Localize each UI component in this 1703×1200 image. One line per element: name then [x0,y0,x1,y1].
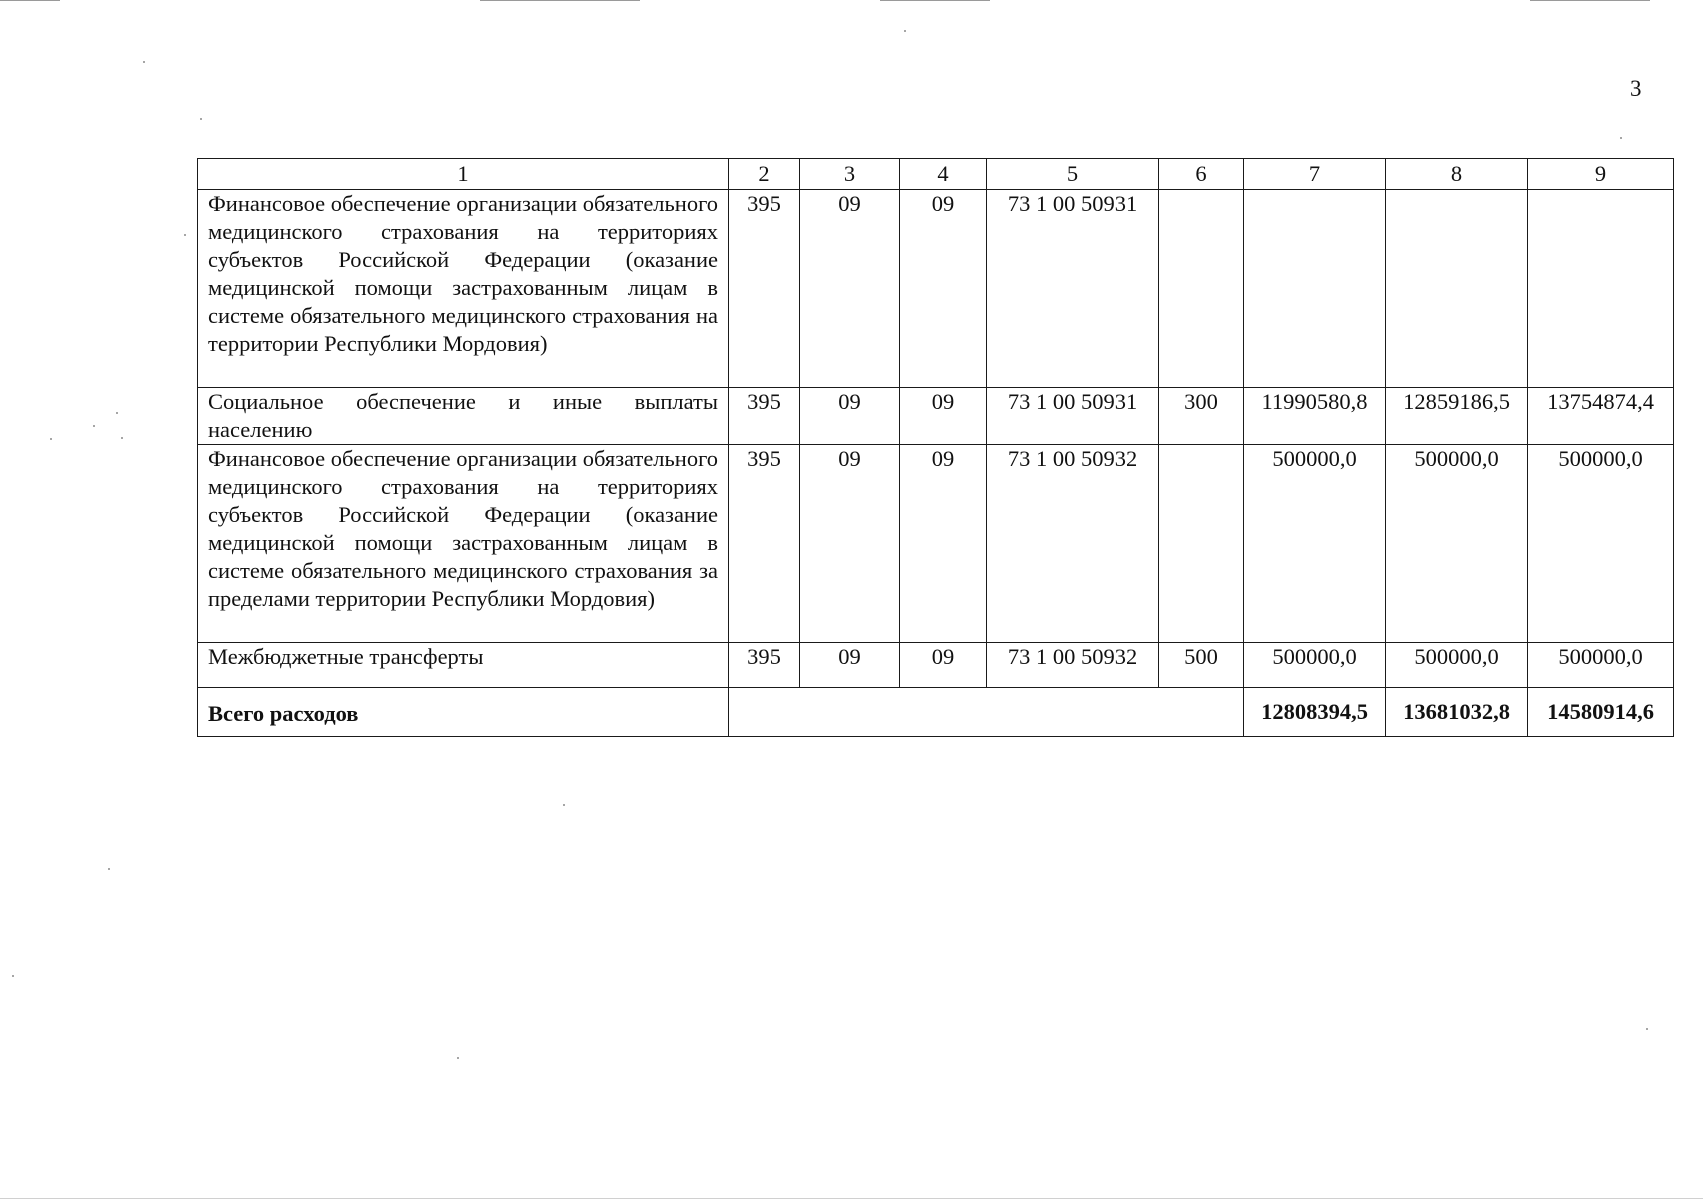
row-section-code: 09 [800,190,900,388]
row-description: Финансовое обеспечение организации обязательного медицинского страхования на территориях субъектов Российской Федерации (оказание медицинской помощи застрахованным лицам в системе обязательного медицинского страхования за пределами территории Республики Мордовия) [198,445,729,643]
scan-artifact-top-left [0,0,60,1]
row-expense-type [1159,445,1244,643]
header-cell-8: 8 [1386,159,1528,190]
budget-expenditure-table [197,158,1674,737]
table-row [198,388,1674,445]
row-description: Финансовое обеспечение организации обязательного медицинского страхования на территориях субъектов Российской Федерации (оказание медицинской помощи застрахованным лицам в системе обязательного медицинского страхования на территории Республики Мордовия) [198,190,729,388]
row-subsection-code: 09 [900,388,987,445]
total-label: Всего расходов [198,688,729,737]
scan-speck [1646,1028,1648,1030]
header-cell-7: 7 [1244,159,1386,190]
row-ministry-code: 395 [729,445,800,643]
scan-speck [116,412,118,414]
total-row [198,688,1674,737]
header-cell-6: 6 [1159,159,1244,190]
row-subsection-code: 09 [900,643,987,688]
row-target-article: 73 1 00 50931 [987,388,1159,445]
header-cell-2: 2 [729,159,800,190]
row-subsection-code: 09 [900,190,987,388]
scan-speck [143,61,145,63]
header-cell-4: 4 [900,159,987,190]
row-section-code: 09 [800,643,900,688]
row-amount-col8: 12859186,5 [1386,388,1528,445]
header-cell-3: 3 [800,159,900,190]
row-amount-col9: 13754874,4 [1528,388,1674,445]
scan-artifact-top-mid [480,0,640,1]
row-subsection-code: 09 [900,445,987,643]
header-cell-9: 9 [1528,159,1674,190]
row-amount-col7: 500000,0 [1244,643,1386,688]
row-expense-type: 500 [1159,643,1244,688]
page-number: 3 [1630,76,1642,101]
scan-speck [184,234,186,236]
column-number-header [198,159,1674,190]
row-target-article: 73 1 00 50932 [987,445,1159,643]
scan-speck [93,425,95,427]
row-amount-col8: 500000,0 [1386,445,1528,643]
row-amount-col7: 500000,0 [1244,445,1386,643]
scan-artifact-top-mid2 [880,0,990,1]
row-target-article: 73 1 00 50932 [987,643,1159,688]
row-ministry-code: 395 [729,388,800,445]
row-expense-type: 300 [1159,388,1244,445]
row-section-code: 09 [800,388,900,445]
scan-speck [108,868,110,870]
row-amount-col9: 500000,0 [1528,445,1674,643]
row-amount-col7: 11990580,8 [1244,388,1386,445]
header-cell-5: 5 [987,159,1159,190]
row-ministry-code: 395 [729,643,800,688]
row-amount-col9 [1528,190,1674,388]
row-description: Социальное обеспечение и иные выплаты населению [198,388,729,445]
row-amount-col8: 500000,0 [1386,643,1528,688]
total-amount-col8: 13681032,8 [1386,688,1528,737]
scan-speck [904,30,906,32]
row-expense-type [1159,190,1244,388]
table-row [198,643,1674,688]
table-row [198,445,1674,643]
row-section-code: 09 [800,445,900,643]
row-amount-col7 [1244,190,1386,388]
row-amount-col9: 500000,0 [1528,643,1674,688]
scan-speck [457,1057,459,1059]
scan-speck [200,118,202,120]
scan-speck [121,437,123,439]
row-description: Межбюджетные трансферты [198,643,729,688]
total-amount-col9: 14580914,6 [1528,688,1674,737]
scan-speck [50,438,52,440]
scan-artifact-top-right [1530,0,1650,1]
row-ministry-code: 395 [729,190,800,388]
scan-speck [1620,137,1622,139]
total-amount-col7: 12808394,5 [1244,688,1386,737]
scan-speck [563,804,565,806]
scan-artifact-bottom [0,1198,1703,1199]
scan-speck [12,975,14,977]
table-row [198,190,1674,388]
row-amount-col8 [1386,190,1528,388]
header-cell-1: 1 [198,159,729,190]
total-empty-span [729,688,1244,737]
row-target-article: 73 1 00 50931 [987,190,1159,388]
